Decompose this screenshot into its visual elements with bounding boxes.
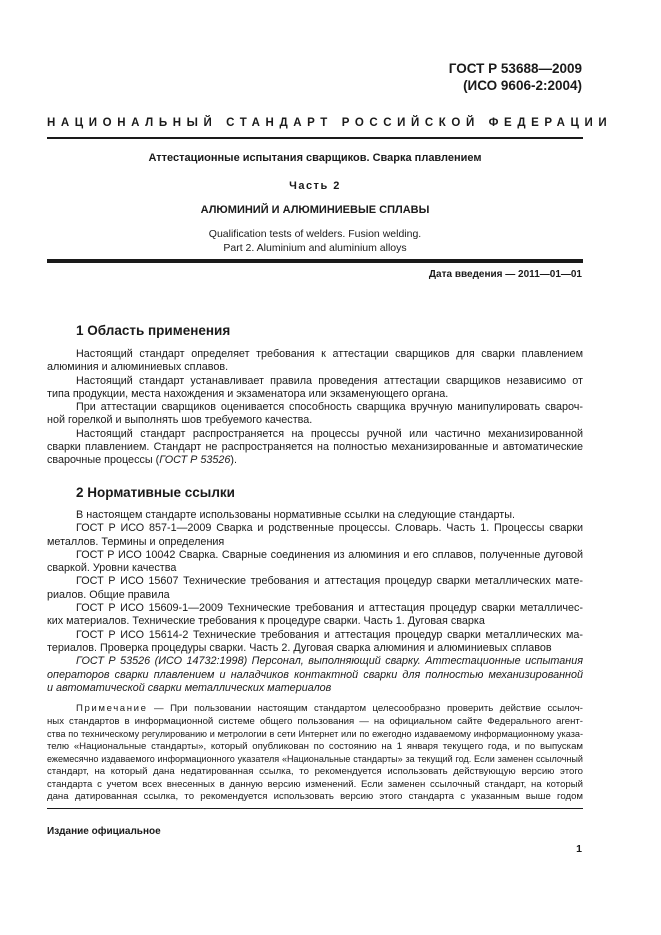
standard-number: ГОСТ Р 53688—2009 — [448, 61, 582, 76]
note-line: ства по техническому регулированию и метрологии в сети Интернет или по ежегодно издаваемому информационному указа- — [47, 729, 583, 740]
title-en-line1: Qualification tests of welders. Fusion welding. — [208, 228, 422, 240]
part-label: Часть 2 — [289, 180, 341, 192]
intro-date: Дата введения — 2011—01—01 — [428, 269, 582, 280]
s2-line: ГОСТ Р ИСО 857-1—2009 Сварка и родственные процессы. Словарь. Часть 1. Процессы сварки — [76, 522, 583, 535]
note-label: Примечание — [76, 703, 148, 714]
page-number: 1 — [576, 843, 582, 855]
s2-line: ГОСТ Р ИСО 15607 Технические требования и аттестация процедур сварки металлических мате- — [76, 575, 583, 588]
s1-line: типа продукции, места нахождения и экзаменатора или экзаменующего органа. — [47, 387, 449, 400]
national-standard-heading: НАЦИОНАЛЬНЫЙ СТАНДАРТ РОССИЙСКОЙ ФЕДЕРАЦИИ — [47, 117, 613, 129]
s1-line-ref — [47, 454, 583, 467]
title-en-line2: Part 2. Aluminium and aluminium alloys — [223, 241, 407, 254]
s2-line: В настоящем стандарте использованы нормативные ссылки на следующие стандарты. — [76, 509, 515, 521]
note-line: ежемесячно издаваемого информационного указателя «Национальные стандарты» за текущий год. Если заменен ссылочный — [47, 754, 583, 765]
s1-line: ной горелкой и выполнять шов требуемого качества. — [47, 414, 313, 427]
section2-body — [47, 509, 583, 695]
section1-heading: 1 Область применения — [76, 323, 231, 338]
s1-line: сварки плавлением. Стандарт не распространяется на полностью механизированные и автоматические — [47, 441, 583, 454]
s2-line: ГОСТ Р ИСО 15609-1—2009 Технические требования и аттестация процедур сварки металличес- — [76, 602, 583, 615]
section1-body — [47, 348, 583, 468]
s2-line: ГОСТ Р ИСО 10042 Сварка. Сварные соединения из алюминия и его сплавов, полученные дуговой — [76, 548, 583, 561]
s2-line: ких материалов. Технические требования к процедуре сварки. Часть 1. Дуговая сварка — [47, 615, 485, 628]
s1-line: алюминия и алюминиевых сплавов. — [47, 361, 229, 374]
edition-label: Издание официальное — [47, 826, 161, 837]
s2-line: и автоматической сварки металлических материалов — [47, 681, 332, 694]
note-line: ных стандартов в информационной системе общего пользования — на официальном сайте Федерального агент- — [47, 715, 583, 727]
title-en — [47, 228, 583, 255]
footer-rule — [47, 808, 583, 809]
s1-line: Настоящий стандарт устанавливает правила проведения аттестации сварщиков независимо от — [76, 374, 583, 387]
s2-line: териалов. Проверка процедуры сварки. Часть 2. Дуговая сварка алюминия и алюминиевых сплавов — [47, 641, 552, 654]
note — [47, 703, 583, 804]
s2-line: металлов. Термины и определения — [47, 535, 225, 548]
iso-number: (ИСО 9606-2:2004) — [463, 78, 582, 93]
s2-line: ГОСТ Р ИСО 15614-2 Технические требования и аттестация процедур сварки металлических ма- — [76, 628, 583, 641]
section2-heading: 2 Нормативные ссылки — [76, 485, 235, 500]
note-line: стандарт, на который дана недатированная ссылка, то рекомендуется использовать действующую версию этого — [47, 765, 583, 777]
note-line-first — [76, 703, 583, 716]
gost-53526-ref: ГОСТ Р 53526 — [159, 454, 231, 467]
note-line: дана датированная ссылка, то рекомендуется использовать версию этого стандарта с указанным выше годом — [47, 791, 583, 803]
title-rule — [47, 259, 583, 263]
s2-line: операторов сварки плавлением и наладчиков контактной сварки для полностью механизированной — [47, 668, 583, 681]
note-line: телю «Национальные стандарты», который опубликован по состоянию на 1 января текущего года, и по выпускам — [47, 740, 583, 752]
subtitle: АЛЮМИНИЙ И АЛЮМИНИЕВЫЕ СПЛАВЫ — [200, 204, 430, 216]
s2-line: сваркой. Уровни качества — [47, 562, 177, 575]
s1-line: Настоящий стандарт распространяется на процессы ручной или частично механизированной — [76, 427, 583, 440]
top-rule — [47, 137, 583, 139]
s2-line: ГОСТ Р 53526 (ИСО 14732:1998) Персонал, выполняющий сварку. Аттестационные испытания — [76, 655, 583, 668]
s1-text: сварочные процессы ( — [47, 454, 160, 467]
s1-line: Настоящий стандарт определяет требования к аттестации сварщиков для сварки плавлением — [76, 348, 583, 360]
note-line: стандарта с учетом всех внесенных в данную версию изменений. Если заменен ссылочный стандарт, на который — [47, 778, 583, 790]
s1-text: ). — [230, 454, 237, 467]
s1-line: При аттестации сварщиков оценивается способность сварщика вручную манипулировать свароч- — [76, 401, 583, 414]
s2-line: риалов. Общие правила — [47, 588, 170, 601]
title-ru: Аттестационные испытания сварщиков. Сварка плавлением — [148, 152, 482, 164]
standard-number-block — [449, 60, 582, 94]
note-text: — При пользовании настоящим стандартом целесообразно проверить действие ссылоч- — [154, 703, 583, 714]
